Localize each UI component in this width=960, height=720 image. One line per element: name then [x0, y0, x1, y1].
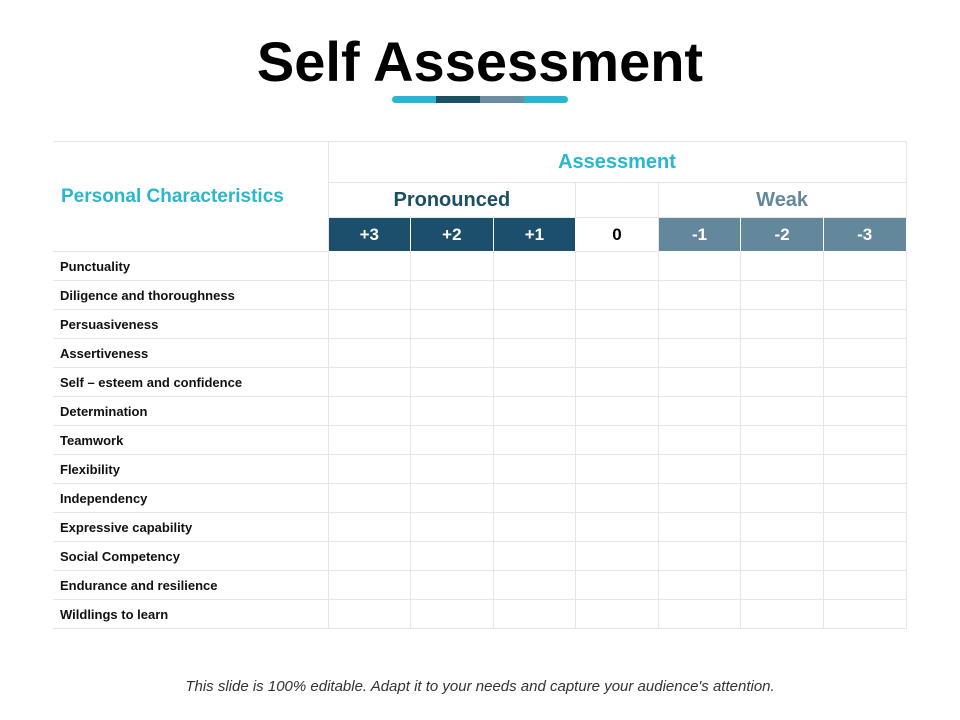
rating-cell[interactable]	[328, 426, 411, 455]
rating-cell[interactable]	[823, 484, 906, 513]
rating-cell[interactable]	[658, 368, 741, 397]
rating-cell[interactable]	[576, 426, 659, 455]
characteristic-label: Assertiveness	[53, 339, 328, 368]
rating-cell[interactable]	[658, 310, 741, 339]
rating-cell[interactable]	[411, 600, 494, 629]
rating-cell[interactable]	[658, 513, 741, 542]
underline-segment	[480, 96, 524, 103]
table-row	[53, 455, 906, 484]
table-row	[53, 484, 906, 513]
rating-cell[interactable]	[576, 397, 659, 426]
rating-cell[interactable]	[658, 571, 741, 600]
footer-note: This slide is 100% editable. Adapt it to your needs and capture your audience's attention.	[185, 678, 775, 695]
table-row	[53, 252, 906, 281]
rating-cell[interactable]	[493, 600, 576, 629]
rating-cell[interactable]	[741, 281, 824, 310]
rating-cell[interactable]	[328, 600, 411, 629]
underline-segment	[392, 96, 436, 103]
rating-cell[interactable]	[411, 397, 494, 426]
rating-cell[interactable]	[576, 368, 659, 397]
rating-cell[interactable]	[493, 513, 576, 542]
score-plus-1: +1	[493, 218, 576, 252]
characteristic-label: Determination	[53, 397, 328, 426]
rating-cell[interactable]	[741, 368, 824, 397]
rating-cell[interactable]	[493, 571, 576, 600]
rating-cell[interactable]	[658, 484, 741, 513]
score-plus-3: +3	[328, 218, 411, 252]
table-row	[53, 281, 906, 310]
score-minus-3: -3	[823, 218, 906, 252]
score-minus-1: -1	[658, 218, 741, 252]
rating-cell[interactable]	[328, 339, 411, 368]
rating-cell[interactable]	[493, 455, 576, 484]
rating-cell[interactable]	[328, 310, 411, 339]
rating-cell[interactable]	[658, 397, 741, 426]
pronounced-header: Pronounced	[328, 183, 576, 218]
rating-cell[interactable]	[576, 484, 659, 513]
table-row	[53, 310, 906, 339]
rating-cell[interactable]	[411, 571, 494, 600]
rating-cell[interactable]	[741, 397, 824, 426]
table-row	[53, 600, 906, 629]
rating-cell[interactable]	[328, 542, 411, 571]
rating-cell[interactable]	[741, 455, 824, 484]
rating-cell[interactable]	[823, 368, 906, 397]
characteristic-label: Flexibility	[53, 455, 328, 484]
rating-cell[interactable]	[411, 281, 494, 310]
rating-cell[interactable]	[493, 426, 576, 455]
rating-cell[interactable]	[411, 368, 494, 397]
personal-characteristics-header: Personal Characteristics	[53, 142, 328, 252]
rating-cell[interactable]	[328, 513, 411, 542]
rating-cell[interactable]	[658, 455, 741, 484]
rating-cell[interactable]	[823, 513, 906, 542]
assessment-header: Assessment	[328, 142, 906, 183]
rating-cell[interactable]	[658, 542, 741, 571]
rating-cell[interactable]	[328, 571, 411, 600]
page-title: Self Assessment	[256, 30, 704, 93]
characteristic-label: Persuasiveness	[53, 310, 328, 339]
rating-cell[interactable]	[741, 571, 824, 600]
assessment-table	[53, 141, 907, 629]
rating-cell[interactable]	[328, 368, 411, 397]
rating-cell[interactable]	[493, 339, 576, 368]
rating-cell[interactable]	[493, 397, 576, 426]
rating-cell[interactable]	[823, 310, 906, 339]
rating-cell[interactable]	[741, 600, 824, 629]
rating-cell[interactable]	[411, 252, 494, 281]
underline-segment	[524, 96, 568, 103]
characteristic-label: Teamwork	[53, 426, 328, 455]
rating-cell[interactable]	[741, 310, 824, 339]
rating-cell[interactable]	[411, 513, 494, 542]
rating-cell[interactable]	[741, 339, 824, 368]
table-row	[53, 339, 906, 368]
rating-cell[interactable]	[328, 455, 411, 484]
rating-cell[interactable]	[823, 426, 906, 455]
rating-cell[interactable]	[411, 310, 494, 339]
weak-header: Weak	[658, 183, 906, 218]
rating-cell[interactable]	[823, 281, 906, 310]
rating-cell[interactable]	[741, 513, 824, 542]
characteristic-label: Self – esteem and confidence	[53, 368, 328, 397]
rating-cell[interactable]	[576, 252, 659, 281]
rating-cell[interactable]	[493, 368, 576, 397]
title-underline-decoration	[392, 96, 568, 103]
rating-cell[interactable]	[658, 281, 741, 310]
rating-cell[interactable]	[741, 426, 824, 455]
rating-cell[interactable]	[576, 600, 659, 629]
table-row	[53, 513, 906, 542]
rating-cell[interactable]	[328, 484, 411, 513]
rating-cell[interactable]	[411, 426, 494, 455]
rating-cell[interactable]	[576, 571, 659, 600]
rating-cell[interactable]	[576, 281, 659, 310]
rating-cell[interactable]	[576, 310, 659, 339]
rating-cell[interactable]	[658, 339, 741, 368]
rating-cell[interactable]	[328, 397, 411, 426]
characteristic-label: Social Competency	[53, 542, 328, 571]
rating-cell[interactable]	[823, 252, 906, 281]
rating-cell[interactable]	[576, 513, 659, 542]
characteristic-label: Independency	[53, 484, 328, 513]
table-row	[53, 397, 906, 426]
table-row	[53, 426, 906, 455]
rating-cell[interactable]	[823, 455, 906, 484]
table-row	[53, 571, 906, 600]
characteristic-label: Punctuality	[53, 252, 328, 281]
score-minus-2: -2	[741, 218, 824, 252]
rating-cell[interactable]	[493, 252, 576, 281]
header-row-assessment	[53, 142, 906, 183]
rating-cell[interactable]	[411, 542, 494, 571]
rating-cell[interactable]	[823, 542, 906, 571]
rating-cell[interactable]	[411, 339, 494, 368]
rating-cell[interactable]	[823, 571, 906, 600]
rating-cell[interactable]	[576, 339, 659, 368]
table-row	[53, 368, 906, 397]
rating-cell[interactable]	[576, 455, 659, 484]
characteristic-label: Expressive capability	[53, 513, 328, 542]
underline-segment	[436, 96, 480, 103]
characteristic-label: Diligence and thoroughness	[53, 281, 328, 310]
rating-cell[interactable]	[493, 484, 576, 513]
rating-cell[interactable]	[576, 542, 659, 571]
characteristic-label: Wildlings to learn	[53, 600, 328, 629]
table-row	[53, 542, 906, 571]
rating-cell[interactable]	[493, 542, 576, 571]
rating-cell[interactable]	[493, 281, 576, 310]
rating-cell[interactable]	[411, 455, 494, 484]
neutral-header-cell	[576, 183, 659, 218]
rating-cell[interactable]	[658, 252, 741, 281]
rating-cell[interactable]	[328, 252, 411, 281]
rating-cell[interactable]	[411, 484, 494, 513]
rating-cell[interactable]	[823, 397, 906, 426]
rating-cell[interactable]	[823, 600, 906, 629]
rating-cell[interactable]	[658, 426, 741, 455]
characteristic-label: Endurance and resilience	[53, 571, 328, 600]
rating-cell[interactable]	[741, 252, 824, 281]
score-zero: 0	[576, 218, 659, 252]
rating-cell[interactable]	[741, 484, 824, 513]
rating-cell[interactable]	[823, 339, 906, 368]
score-plus-2: +2	[411, 218, 494, 252]
rating-cell[interactable]	[493, 310, 576, 339]
rating-cell[interactable]	[658, 600, 741, 629]
rating-cell[interactable]	[328, 281, 411, 310]
rating-cell[interactable]	[741, 542, 824, 571]
